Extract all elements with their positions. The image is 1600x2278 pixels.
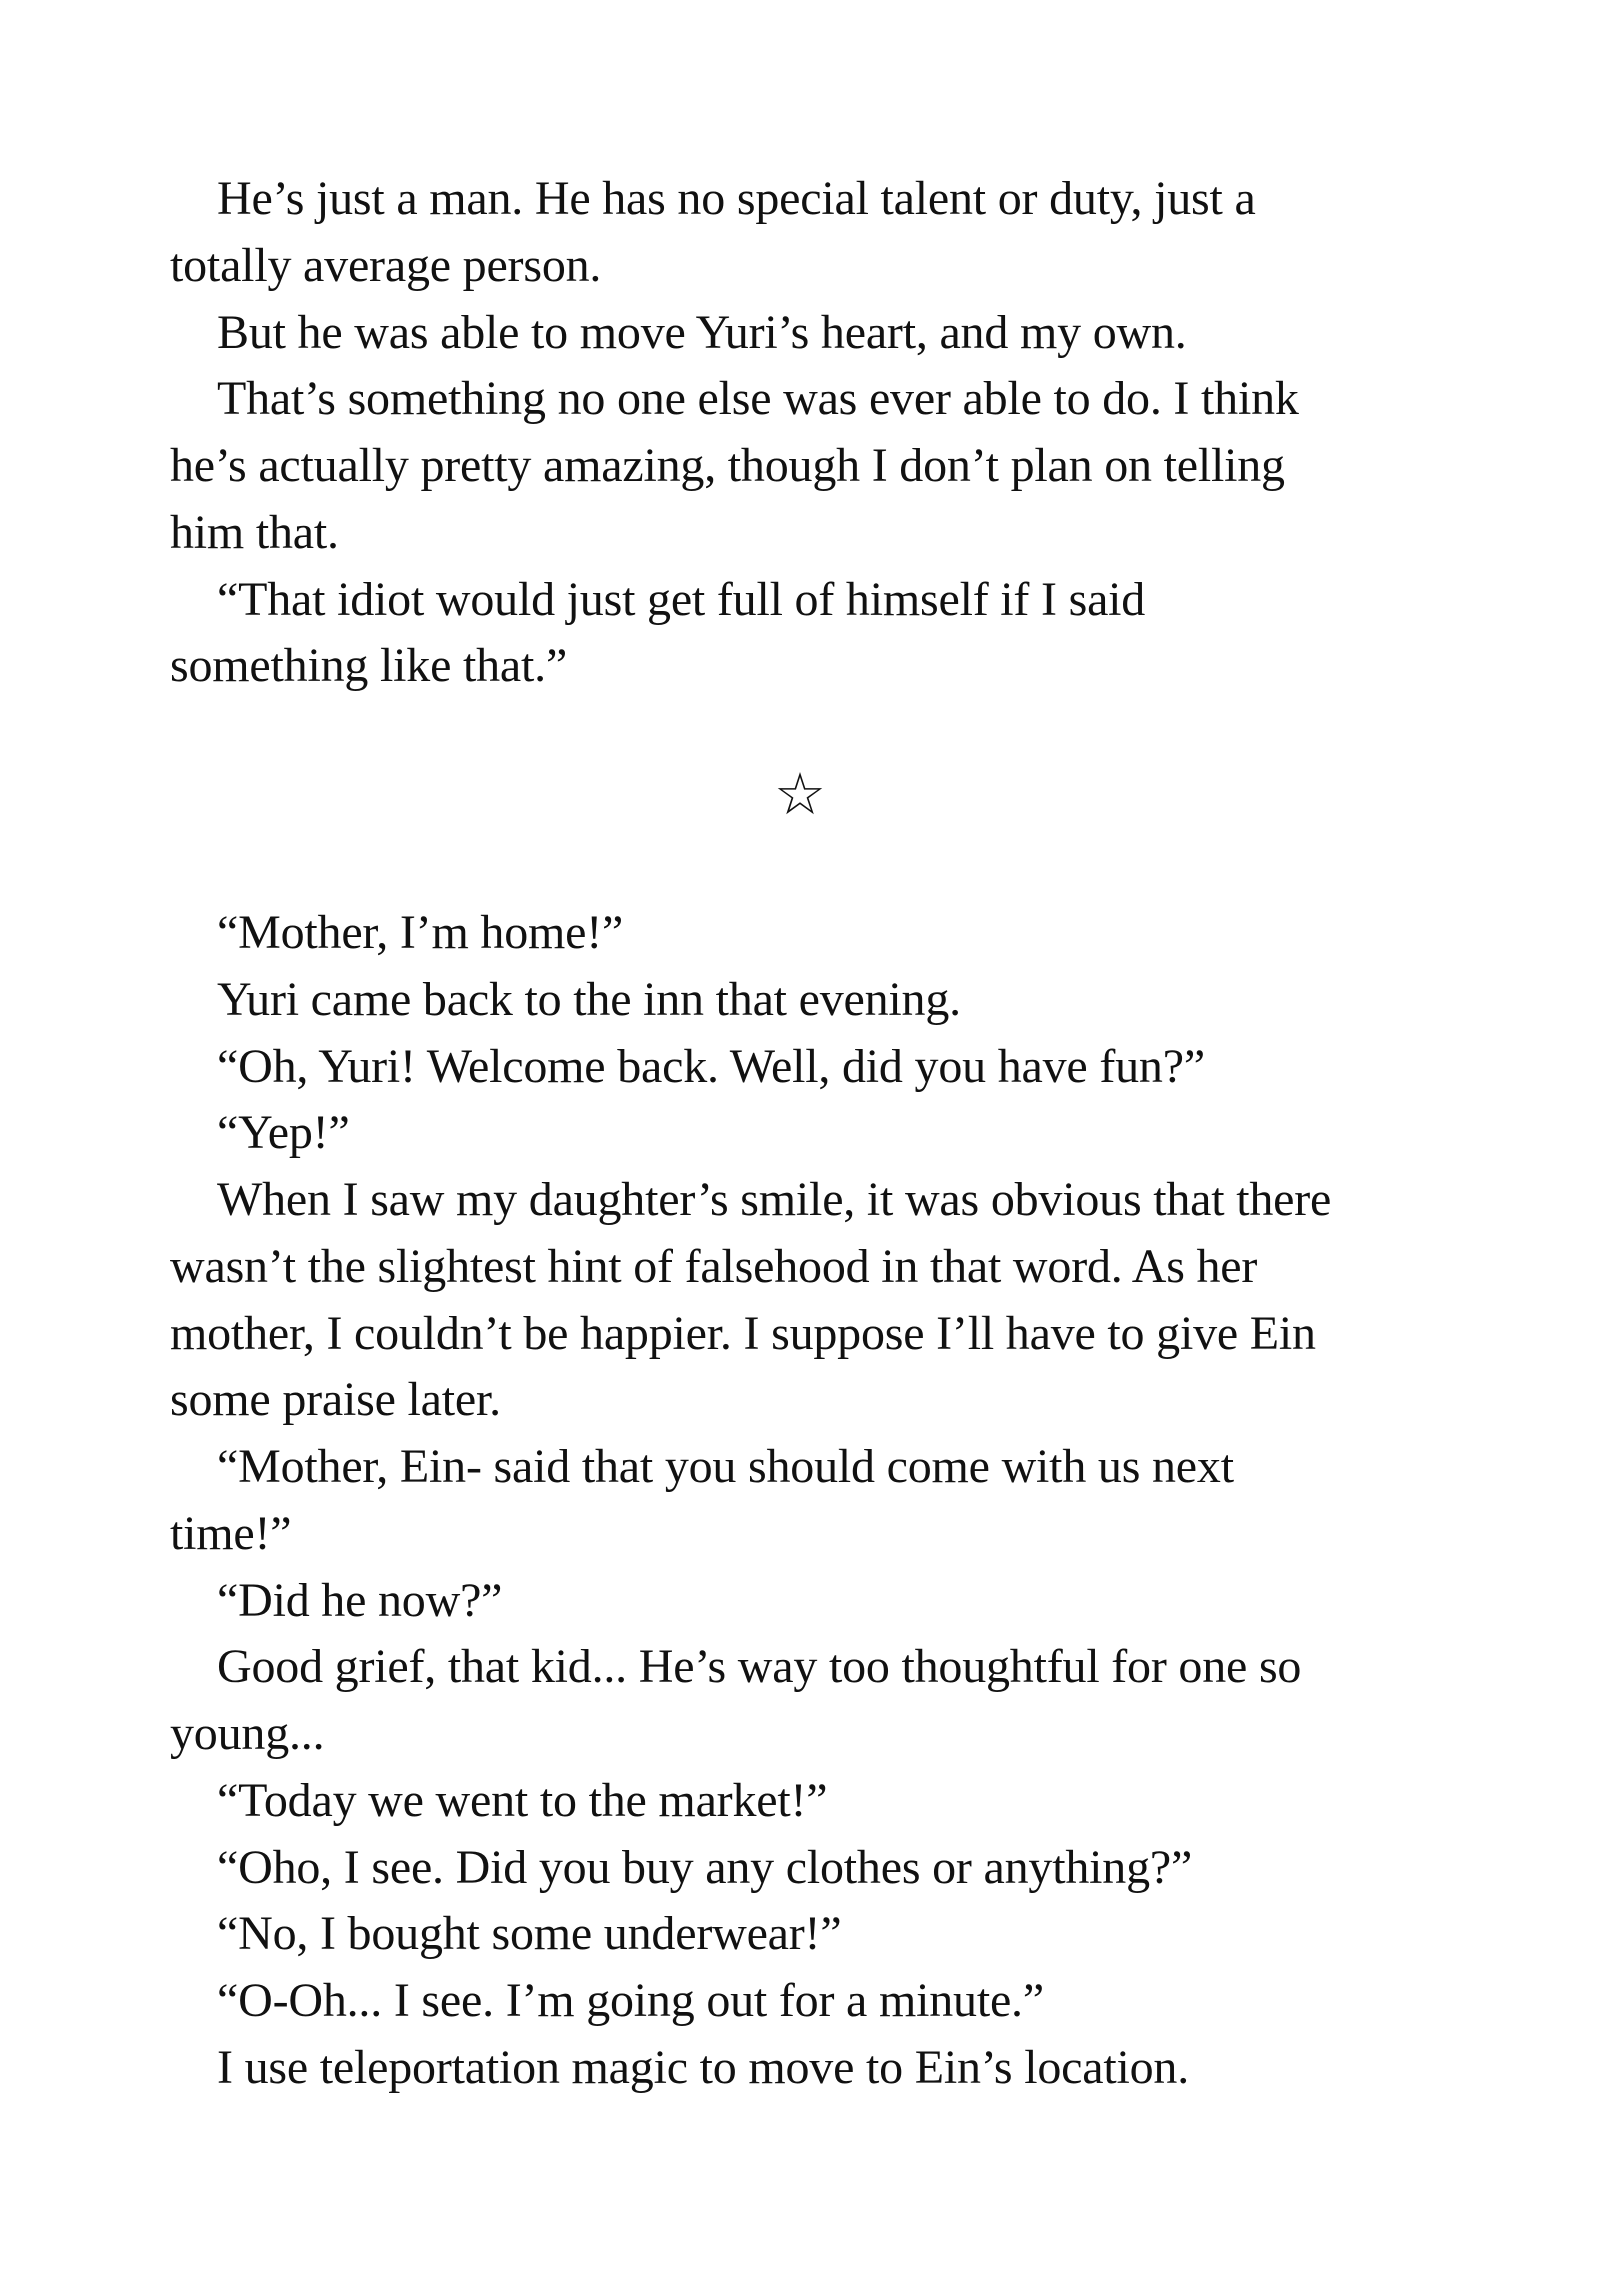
text-line: mother, I couldn’t be happier. I suppose I’ll have to give Ein: [170, 1306, 1316, 1360]
text-line: “Mother, I’m home!”: [217, 906, 624, 959]
text-line: “Mother, Ein- said that you should come with us next: [217, 1440, 1234, 1493]
text-line: “Today we went to the market!”: [217, 1773, 828, 1827]
text-line: totally average person.: [170, 238, 602, 292]
text-line: But he was able to move Yuri’s heart, and my own.: [217, 305, 1187, 359]
text-line: “O-Oh... I see. I’m going out for a minute.”: [217, 1974, 1044, 2027]
text-section-before-break: [170, 166, 1470, 700]
text-line: “That idiot would just get full of himself if I said: [217, 572, 1146, 626]
text-line: Yuri came back to the inn that evening.: [217, 972, 961, 1026]
text-line: When I saw my daughter’s smile, it was obvious that there: [217, 1173, 1332, 1226]
text-line: I use teleportation magic to move to Ein’s location.: [217, 2040, 1190, 2094]
text-line: He’s just a man. He has no special talent or duty, just a: [217, 172, 1256, 225]
text-line: Good grief, that kid... He’s way too thoughtful for one so: [217, 1640, 1302, 1694]
text-line: young...: [170, 1707, 325, 1760]
text-line: “Yep!”: [217, 1106, 350, 1160]
text-line: “Did he now?”: [217, 1573, 503, 1627]
text-line: something like that.”: [170, 639, 568, 693]
text-line: time!”: [170, 1506, 292, 1560]
text-line: him that.: [170, 505, 339, 559]
text-line: That’s something no one else was ever able to do. I think: [217, 372, 1299, 426]
text-section-after-break: [170, 900, 1470, 2102]
scene-break: [0, 760, 1600, 830]
text-line: “No, I bought some underwear!”: [217, 1907, 842, 1961]
text-line: “Oho, I see. Did you buy any clothes or anything?”: [217, 1840, 1193, 1894]
text-line: “Oh, Yuri! Welcome back. Well, did you have fun?”: [217, 1039, 1205, 1093]
text-line: he’s actually pretty amazing, though I don’t plan on telling: [170, 439, 1285, 492]
text-line: wasn’t the slightest hint of falsehood in that word. As her: [170, 1239, 1258, 1293]
text-line: some praise later.: [170, 1373, 501, 1427]
outline-star-icon: ☆: [774, 762, 826, 827]
